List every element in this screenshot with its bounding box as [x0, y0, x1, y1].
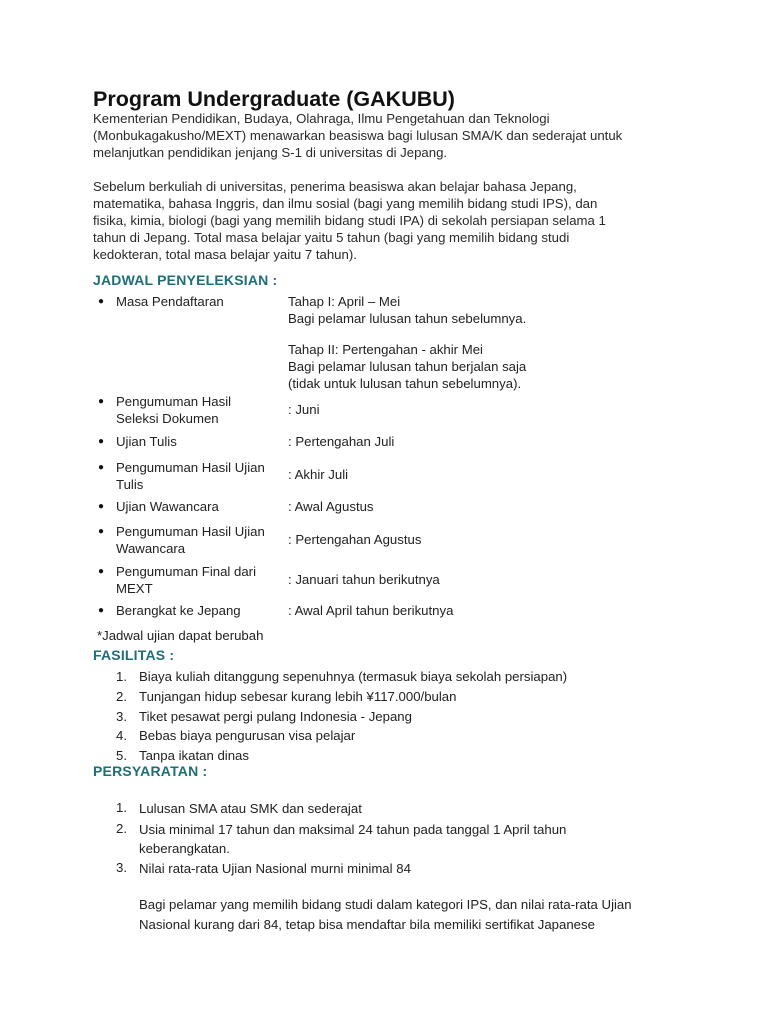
schedule-value: : Pertengahan Juli: [288, 434, 395, 449]
list-text: Biaya kuliah ditanggung sepenuhnya (termasuk biaya sekolah persiapan): [139, 669, 568, 684]
list-text: Tanpa ikatan dinas: [139, 748, 249, 763]
text-line: Nasional kurang dari 84, tetap bisa mendaftar bila memiliki sertifikat Japanese: [139, 917, 595, 932]
schedule-value: : Awal Agustus: [288, 499, 374, 514]
list-number: 5.: [116, 748, 127, 763]
list-text: Bebas biaya pengurusan visa pelajar: [139, 728, 356, 743]
text-line: kedokteran, total masa belajar yaitu 7 tahun).: [93, 247, 357, 262]
list-number: 1.: [116, 669, 127, 684]
text-line: matematika, bahasa Inggris, dan ilmu sosial (bagi yang memilih bidang studi IPS), dan: [93, 196, 598, 211]
bullet-icon: ●: [98, 566, 105, 577]
bullet-icon: ●: [98, 605, 105, 616]
schedule-label: Ujian Wawancara: [116, 499, 219, 514]
schedule-value: : Juni: [288, 402, 320, 417]
schedule-label: Pengumuman Hasil Ujian Tulis: [116, 460, 265, 492]
list-number: 1.: [116, 800, 127, 815]
text-line: Sebelum berkuliah di universitas, penerima beasiswa akan belajar bahasa Jepang,: [93, 179, 577, 194]
bullet-icon: ●: [98, 501, 105, 512]
list-number: 4.: [116, 728, 127, 743]
bullet-icon: ●: [98, 462, 105, 473]
schedule-value: : Pertengahan Agustus: [288, 532, 422, 547]
bullet-icon: ●: [98, 526, 105, 537]
schedule-label: Pengumuman Final dari MEXT: [116, 564, 257, 596]
requirement-note: [139, 895, 632, 935]
text-line: melanjutkan pendidikan jenjang S-1 di universitas di Jepang.: [93, 145, 448, 160]
text-line: Kementerian Pendidikan, Budaya, Olahraga, Ilmu Pengetahuan dan Teknologi: [93, 111, 550, 126]
schedule-label: Pengumuman Hasil Ujian Wawancara: [116, 524, 265, 556]
bullet-icon: ●: [98, 296, 105, 307]
page-title: Program Undergraduate (GAKUBU): [93, 87, 455, 111]
intro-paragraph: [93, 110, 678, 161]
list-text: Usia minimal 17 tahun dan maksimal 24 tahun pada tanggal 1 April tahun keberangkatan.: [139, 822, 567, 856]
schedule-label: Ujian Tulis: [116, 434, 177, 449]
list-number: 2.: [116, 821, 127, 836]
bullet-icon: ●: [98, 396, 105, 407]
text-line: tahun di Jepang. Total masa belajar yaitu 5 tahun (bagi yang memilih bidang studi: [93, 230, 570, 245]
list-number: 3.: [116, 860, 127, 875]
schedule-label: Masa Pendaftaran: [116, 294, 224, 309]
text-line: (Monbukagakusho/MEXT) menawarkan beasiswa bagi lulusan SMA/K dan sederajat untuk: [93, 128, 623, 143]
schedule-value: Tahap I: April – Mei Bagi pelamar lulusan tahun sebelumnya. Tahap II: Pertengahan - akhir Mei Bagi pelamar lulusan tahun berjalan saja (tidak untuk lulusan tahun sebelumnya).: [288, 294, 527, 391]
schedule-label: Pengumuman Hasil Seleksi Dokumen: [116, 394, 232, 426]
schedule-label: Berangkat ke Jepang: [116, 603, 241, 618]
schedule-note: *Jadwal ujian dapat berubah: [97, 628, 264, 643]
bullet-icon: ●: [98, 436, 105, 447]
text-line: Bagi pelamar yang memilih bidang studi dalam kategori IPS, dan nilai rata-rata Ujian: [139, 897, 632, 912]
list-text: Tiket pesawat pergi pulang Indonesia - Jepang: [139, 709, 412, 724]
list-text: Nilai rata-rata Ujian Nasional murni minimal 84: [139, 861, 411, 876]
list-text: Lulusan SMA atau SMK dan sederajat: [139, 801, 362, 816]
list-number: 2.: [116, 689, 127, 704]
facilities-heading: FASILITAS :: [93, 647, 175, 663]
list-number: 3.: [116, 709, 127, 724]
description-paragraph: [93, 178, 678, 263]
text-line: fisika, kimia, biologi (bagi yang memilih bidang studi IPA) di sekolah persiapan selama 1: [93, 213, 606, 228]
schedule-heading: JADWAL PENYELEKSIAN :: [93, 272, 278, 288]
schedule-value: : Awal April tahun berikutnya: [288, 603, 454, 618]
schedule-value: : Januari tahun berikutnya: [288, 572, 440, 587]
schedule-value: : Akhir Juli: [288, 467, 349, 482]
list-text: Tunjangan hidup sebesar kurang lebih ¥117.000/bulan: [139, 689, 457, 704]
requirements-heading: PERSYARATAN :: [93, 763, 208, 779]
